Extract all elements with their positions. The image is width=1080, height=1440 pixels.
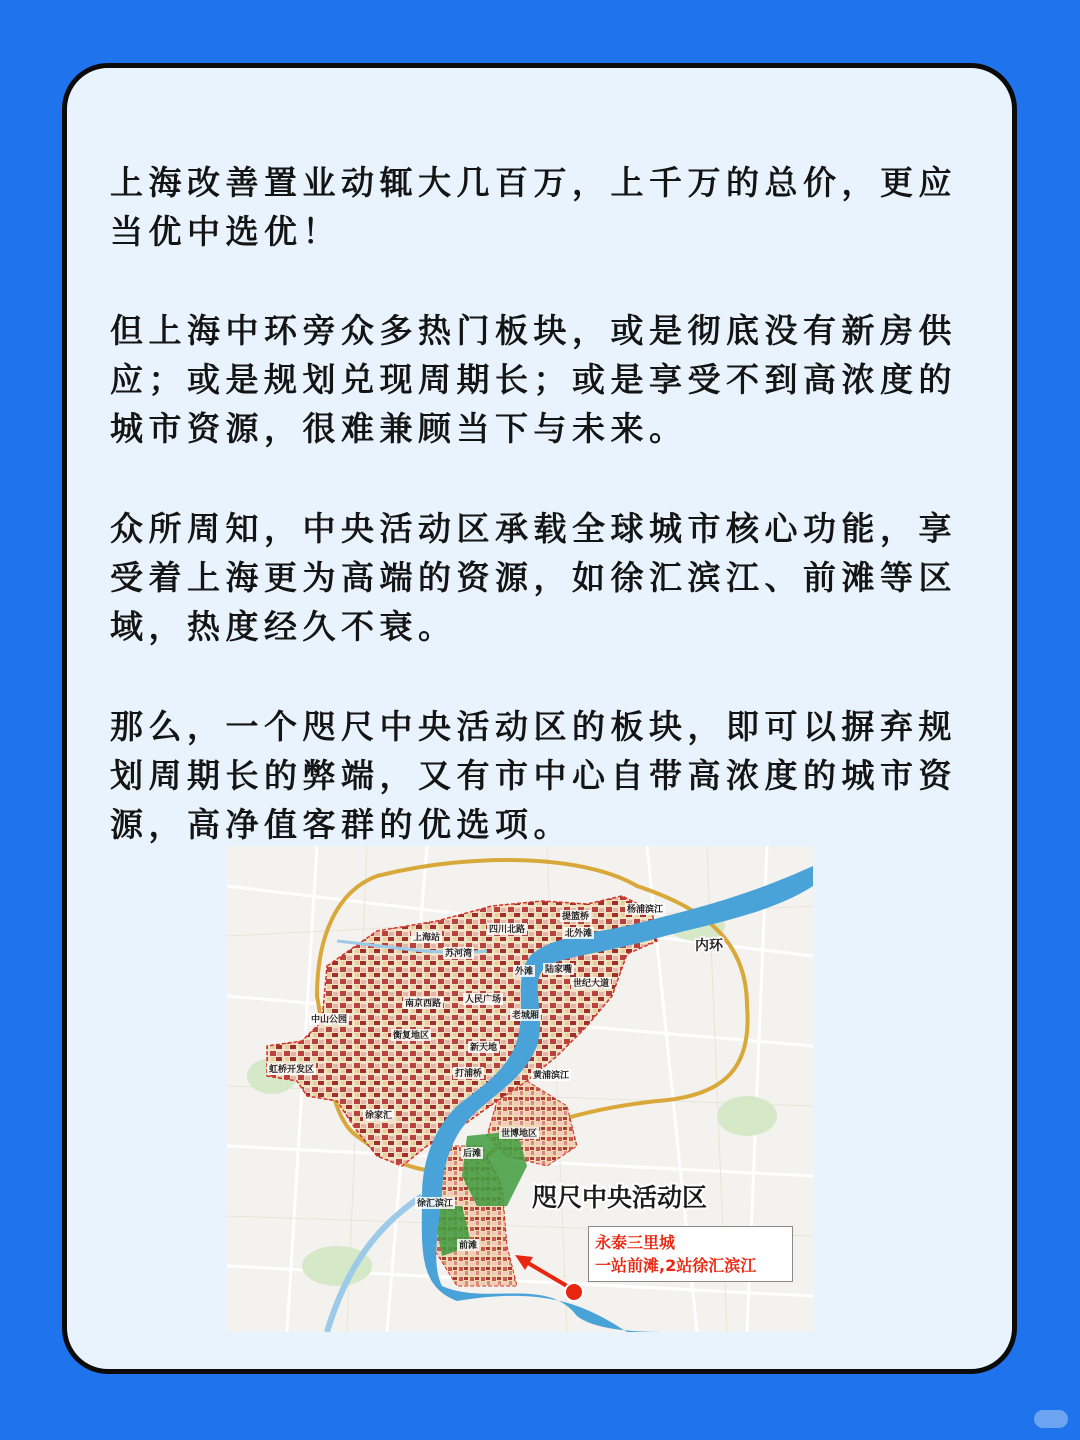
district-label: 人民广场 <box>465 995 502 1005</box>
project-callout <box>588 1226 793 1282</box>
ring-road-label: 内环 <box>695 938 723 954</box>
paragraph-1: 上海改善置业动辄大几百万，上千万的总价，更应当优中选优！ <box>110 163 957 251</box>
district-label: 南京西路 <box>405 999 442 1009</box>
district-label: 杨浦滨江 <box>627 905 664 915</box>
district-label: 打浦桥 <box>455 1069 483 1079</box>
district-label: 世纪大道 <box>573 979 610 989</box>
project-location-marker <box>565 1283 583 1301</box>
district-label: 苏河湾 <box>445 949 473 959</box>
district-label: 北外滩 <box>565 929 593 939</box>
district-label: 陆家嘴 <box>545 965 573 975</box>
district-label: 黄浦滨江 <box>533 1071 570 1081</box>
project-transit-note: 一站前滩,2站徐汇滨江 <box>595 1256 757 1275</box>
district-label: 四川北路 <box>489 925 526 935</box>
map-title: 咫尺中央活动区 <box>532 1183 708 1212</box>
district-label: 虹桥开发区 <box>269 1065 315 1075</box>
district-label: 前滩 <box>459 1241 478 1251</box>
paragraph-3: 众所周知，中央活动区承载全球城市核心功能，享受着上海更为高端的资源，如徐汇滨江、前滩等区域，热度经久不衰。 <box>110 509 957 646</box>
project-name: 永泰三里城 <box>595 1233 676 1252</box>
paragraph-2: 但上海中环旁众多热门板块，或是彻底没有新房供应；或是规划兑现周期长；或是享受不到高浓度的城市资源，很难兼顾当下与未来。 <box>110 311 957 448</box>
district-label: 徐汇滨江 <box>417 1199 454 1209</box>
district-label: 世博地区 <box>501 1129 538 1139</box>
district-label: 上海站 <box>413 933 441 943</box>
district-label: 徐家汇 <box>365 1111 393 1121</box>
district-label: 新天地 <box>470 1043 498 1053</box>
district-label: 中山公园 <box>311 1015 348 1025</box>
district-label: 提篮桥 <box>562 912 590 922</box>
watermark-logo <box>1034 1410 1068 1428</box>
district-label: 衡复地区 <box>393 1031 430 1041</box>
paragraph-4: 那么，一个咫尺中央活动区的板块，即可以摒弃规划周期长的弊端，又有市中心自带高浓度的城市资源，高净值客群的优选项。 <box>110 707 957 844</box>
district-label: 外滩 <box>515 967 534 977</box>
district-label: 后滩 <box>463 1149 482 1159</box>
district-label: 老城厢 <box>512 1011 540 1021</box>
